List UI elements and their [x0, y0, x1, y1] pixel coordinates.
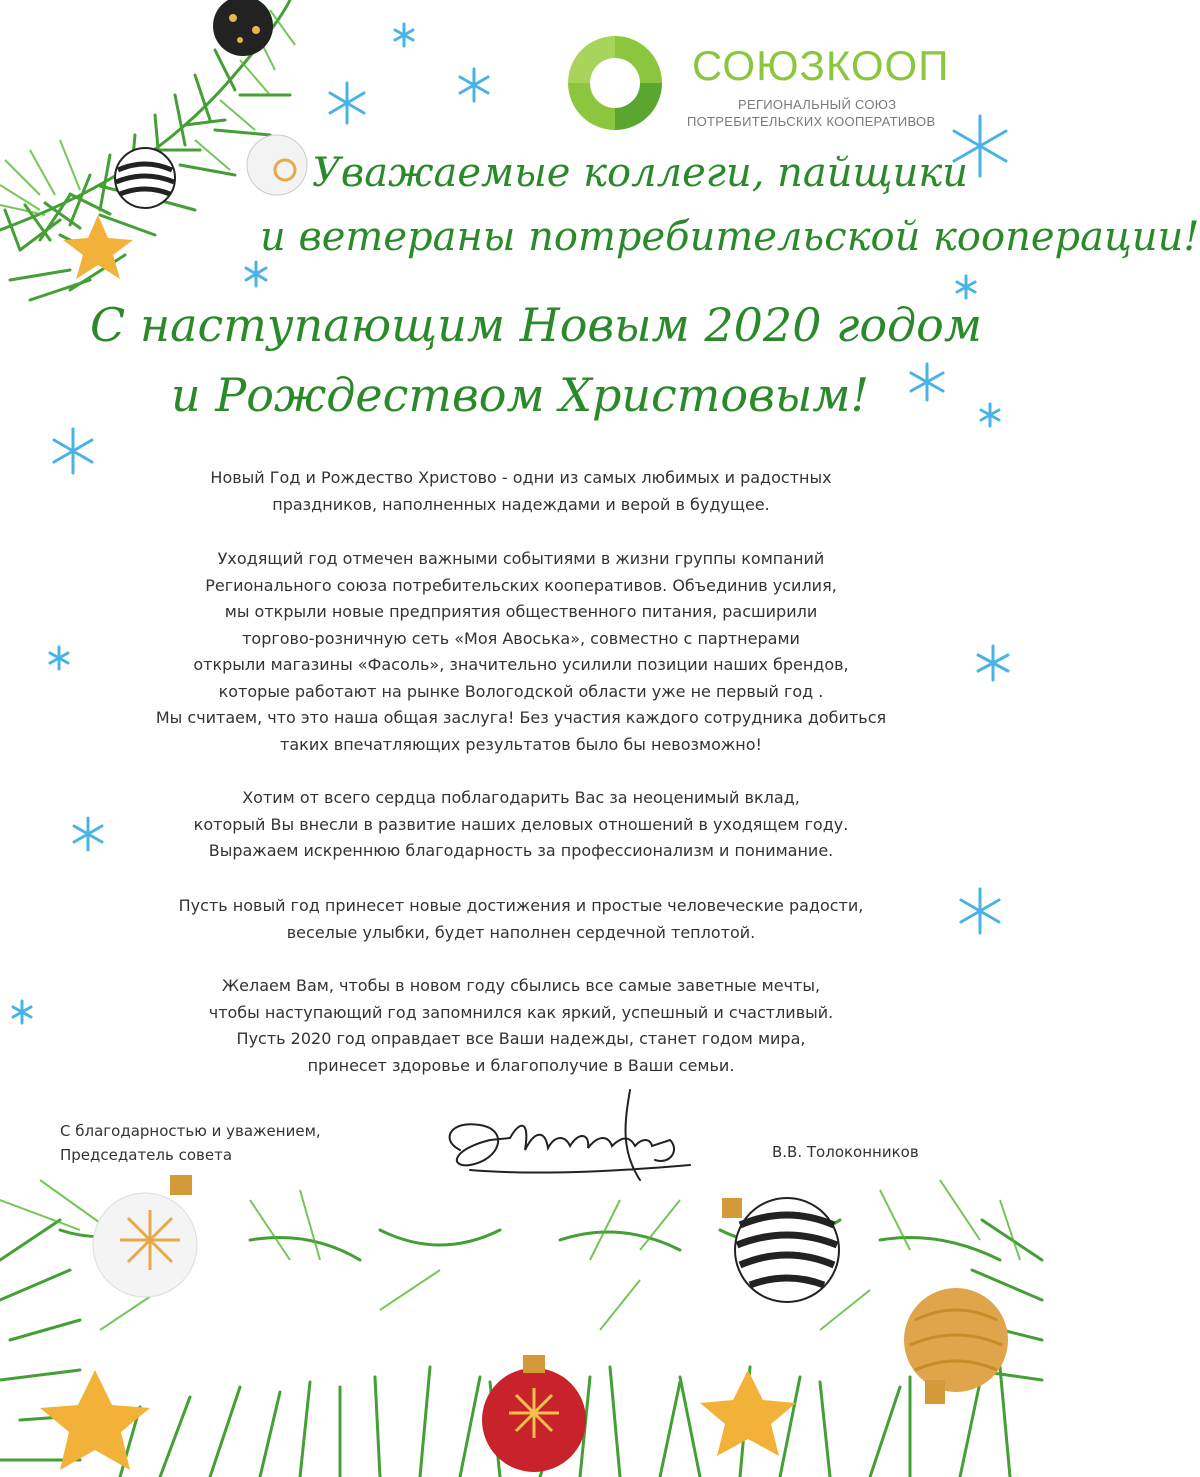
closing-line2: Председатель совета	[60, 1146, 233, 1164]
paragraph-line: торгово-розничную сеть «Моя Авоська», совместно с партнерами	[242, 628, 800, 648]
handwritten-signature	[430, 1080, 720, 1200]
bauble-red-bottom	[482, 1355, 586, 1472]
bauble-striped-bottom	[722, 1198, 839, 1302]
paragraph-line: Мы считаем, что это наша общая заслуга! Без участия каждого сотрудника добиться	[155, 708, 887, 727]
paragraph-5	[0, 973, 1042, 1079]
closing-block	[60, 1119, 321, 1167]
greeting-heading-line1: Уважаемые коллеги, пайщики	[312, 150, 968, 196]
paragraph-line: веселые улыбки, будет наполнен сердечной теплотой.	[286, 922, 756, 942]
wish-heading-line2: и Рождеством Христовым!	[171, 368, 869, 422]
logo-name: СОЮЗКООП	[692, 42, 950, 89]
wish-heading-line1: С наступающим Новым 2020 годом	[90, 298, 983, 352]
paragraph-line: Пусть 2020 год оправдает все Ваши надежды, станет годом мира,	[236, 1029, 806, 1048]
bauble-gold-bottom	[904, 1288, 1008, 1404]
paragraph-line: Новый Год и Рождество Христово - одни из самых любимых и радостных	[210, 468, 832, 487]
closing-line1: С благодарностью и уважением,	[60, 1122, 321, 1140]
paragraph-line: Уходящий год отмечен важными событиями в жизни группы компаний	[217, 549, 825, 568]
paragraph-line: который Вы внесли в развитие наших деловых отношений в уходящем году.	[193, 814, 849, 834]
paragraph-line: открыли магазины «Фасоль», значительно усилили позиции наших брендов,	[193, 655, 849, 674]
paragraph-line: Желаем Вам, чтобы в новом году сбылись все самые заветные мечты,	[221, 976, 821, 995]
gold-star-bottom-right	[700, 1370, 796, 1456]
paragraph-line: Регионального союза потребительских кооперативов. Объединив усилия,	[205, 575, 837, 595]
greeting-heading-line2: и ветераны потребительской кооперации!	[260, 214, 1200, 260]
paragraph-line: праздников, наполненных надеждами и верой в будущее.	[272, 494, 770, 514]
bauble-striped	[115, 148, 175, 208]
logo-subtitle-line2: ПОТРЕБИТЕЛЬСКИХ КООПЕРАТИВОВ	[687, 114, 936, 129]
snowflake-5	[246, 262, 266, 286]
logo-subtitle-line1: РЕГИОНАЛЬНЫЙ СОЮЗ	[738, 97, 897, 112]
paragraph-line: принесет здоровье и благополучие в Ваши семьи.	[307, 1055, 735, 1075]
paragraph-2	[0, 546, 1042, 758]
paragraph-line: Пусть новый год принесет новые достижения и простые человеческие радости,	[178, 896, 864, 915]
paragraph-1	[0, 465, 1042, 518]
paragraph-line: Хотим от всего сердца поблагодарить Вас за неоценимый вклад,	[242, 788, 800, 807]
paragraph-4	[0, 893, 1042, 946]
snowflake-1	[330, 83, 364, 123]
soyuzkoop-logo	[560, 28, 980, 138]
snowflake-2	[460, 69, 488, 101]
bauble-white-bottom	[93, 1175, 197, 1297]
paragraph-line: мы открыли новые предприятия общественного питания, расширили	[224, 602, 818, 621]
signatory-name: В.В. Толоконников	[772, 1143, 919, 1161]
logo-mark-icon	[560, 28, 670, 138]
paragraph-3	[0, 785, 1042, 865]
snowflake-6	[957, 276, 975, 298]
paragraph-line: таких впечатляющих результатов было бы невозможно!	[280, 734, 762, 754]
snowflake-3	[395, 24, 413, 46]
paragraph-line: Выражаем искреннюю благодарность за профессионализм и понимание.	[208, 841, 834, 860]
snowflake-8	[981, 404, 999, 426]
gold-star-bottom-left	[40, 1370, 150, 1470]
paragraph-line: которые работают на рынке Вологодской области уже не первый год .	[218, 681, 824, 701]
paragraph-line: чтобы наступающий год запомнился как яркий, успешный и счастливый.	[208, 1002, 834, 1022]
